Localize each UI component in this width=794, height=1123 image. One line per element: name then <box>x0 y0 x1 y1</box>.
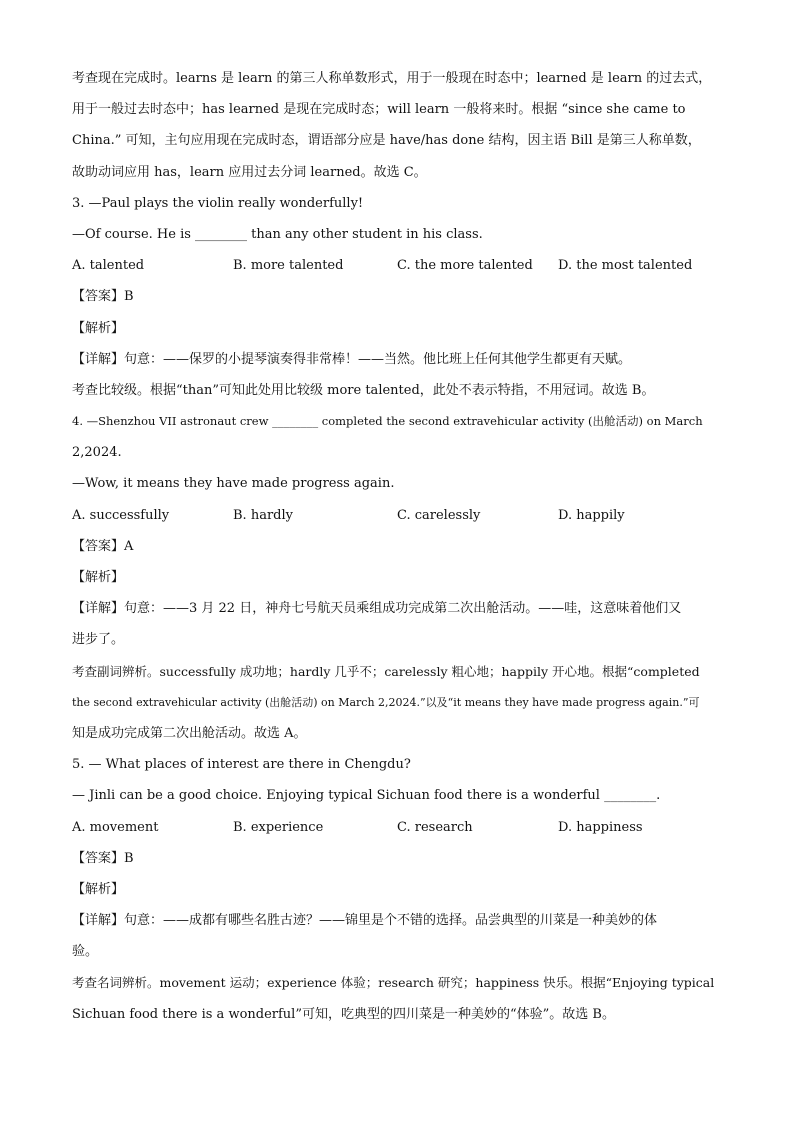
text-line: 【答案】B <box>72 289 134 305</box>
text-line: 【详解】句意：——保罗的小提琴演奏得非常棒！——当然。他比班上任何其他学生都更有天赋。 <box>72 351 632 367</box>
text-line: 【解析】 <box>72 320 125 336</box>
text-line: 【解析】 <box>72 570 125 585</box>
text-line: 【答案】A <box>72 538 134 554</box>
text-line: 【详解】句意：——3 月 22 日，神舟七号航天员乘组成功完成第二次出舱活动。——哇，这意味着他们又 <box>72 601 682 617</box>
answer-option: D. the most talented <box>558 258 693 274</box>
text-line: 用于一般过去时态中；has learned 是现在完成时态；will learn 一般将来时。根据 “since she came to <box>72 102 686 118</box>
answer-option: A. movement <box>72 819 159 835</box>
text-line: Sichuan food there is a wonderful”可知，吃典型的四川菜是一种美妙的“体验”。故选 B。 <box>72 1006 615 1022</box>
answer-options <box>72 250 722 281</box>
text-line: 考查名词辨析。movement 运动；experience 体验；research 研究；happiness 快乐。根据“Enjoying typical <box>72 975 715 991</box>
text-line: 5. — What places of interest are there in Chengdu? <box>72 757 411 773</box>
text-line: 考查比较级。根据“than”可知此处用比较级 more talented，此处不表示特指，不用冠词。故选 B。 <box>72 382 655 398</box>
document-page <box>72 63 722 1030</box>
text-line: 【详解】句意：——成都有哪些名胜古迹？——锦里是个不错的选择。品尝典型的川菜是一种美妙的体 <box>72 913 658 929</box>
answer-options <box>72 812 722 843</box>
answer-option: B. more talented <box>233 258 344 274</box>
text-line: 知是成功完成第二次出舱活动。故选 A。 <box>72 725 307 741</box>
answer-option: C. the more talented <box>397 258 533 274</box>
text-line: 【答案】B <box>72 850 134 866</box>
text-line: 考查现在完成时。learns 是 learn 的第三人称单数形式，用于一般现在时态中；learned 是 learn 的过去式， <box>72 71 712 86</box>
text-line: — Jinli can be a good choice. Enjoying typical Sichuan food there is a wonderful ________. <box>72 788 661 804</box>
answer-option: D. happiness <box>558 819 643 835</box>
answer-option: B. hardly <box>233 507 293 523</box>
text-line: 【解析】 <box>72 881 125 897</box>
text-line: 验。 <box>72 944 99 960</box>
text-line: —Of course. He is ________ than any other student in his class. <box>72 226 483 242</box>
answer-option: C. research <box>397 819 473 835</box>
answer-option: A. talented <box>72 258 145 274</box>
text-line: the second extravehicular activity (出舱活动) on March 2,2024.”以及“it means they have made progress again.”可 <box>72 695 700 709</box>
text-line: 故助动词应用 has，learn 应用过去分词 learned。故选 C。 <box>72 164 427 180</box>
text-line: 3. —Paul plays the violin really wonderfully! <box>72 195 364 211</box>
text-line: 2,2024. <box>72 445 122 461</box>
text-line: 考查副词辨析。successfully 成功地；hardly 几乎不；carelessly 粗心地；happily 开心地。根据“completed <box>72 663 700 679</box>
answer-option: D. happily <box>558 507 625 523</box>
text-line: China.” 可知，主句应用现在完成时态，谓语部分应是 have/has done 结构，因主语 Bill 是第三人称单数， <box>72 133 701 149</box>
answer-options <box>72 500 722 531</box>
answer-option: C. carelessly <box>397 507 481 523</box>
answer-option: A. successfully <box>72 507 170 523</box>
text-line: 进步了。 <box>72 632 125 648</box>
text-line: 4. —Shenzhou VII astronaut crew ________ completed the second extravehicular activity (出舱活动) on March <box>72 414 703 429</box>
answer-option: B. experience <box>233 819 324 835</box>
text-line: —Wow, it means they have made progress again. <box>72 476 395 492</box>
